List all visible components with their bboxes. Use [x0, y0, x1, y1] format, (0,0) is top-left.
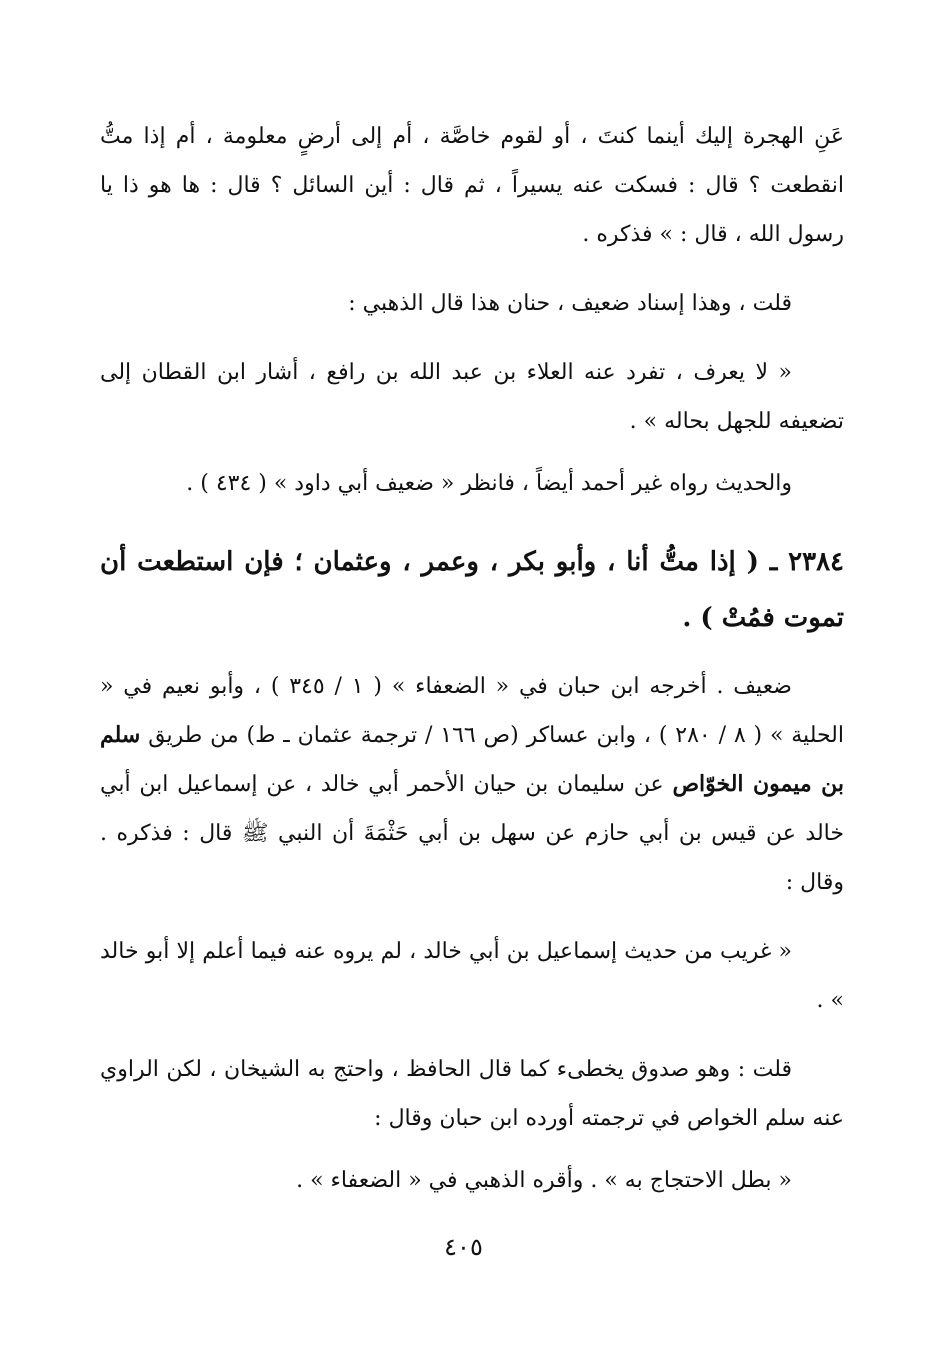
paragraph-quote-2: « غريب من حديث إسماعيل بن أبي خالد ، لم يروه عنه فيما أعلم إلا أبو خالد » .	[100, 939, 844, 1013]
paragraph-quote: « لا يعرف ، تفرد عنه العلاء بن عبد الله بن رافع ، أشار ابن القطان إلى تضعيفه للجهل بحاله » .	[100, 360, 844, 434]
paragraph-note: قلت ، وهذا إسناد ضعيف ، حنان هذا قال الذهبي :	[348, 291, 792, 316]
paragraph-comment: قلت : وهو صدوق يخطىء كما قال الحافظ ، واحتج به الشيخان ، لكن الراوي عنه سلم الخواص في ترجمته أورده ابن حبان وقال :	[100, 1057, 844, 1131]
takhrij-text-2: عن سليمان بن حيان الأحمر أبي خالد ، عن إسماعيل ابن أبي خالد عن قيس بن أبي حازم عن سهل بن أبي حَثْمَةَ أن النبي ﷺ قال : فذكره . وقال :	[100, 772, 844, 895]
takhrij-text-1: ضعيف . أخرجه ابن حبان في « الضعفاء » ( ١ / ٣٤٥ ) ، وأبو نعيم في « الحلية » ( ٨ / ٢٨٠ ) ، وابن عساكر (ص ١٦٦ / ترجمة عثمان ـ ط) من طريق	[100, 674, 844, 748]
hadith-heading: ٢٣٨٤ ـ ( إذا متُّ أنا ، وأبو بكر ، وعمر ، وعثمان ؛ فإن استطعت أن تموت فمُتْ ) .	[100, 547, 844, 633]
book-page	[100, 112, 844, 1205]
narrator-name: سلم بن ميمون الخوّاص	[100, 722, 844, 797]
paragraph-continuation: عَنِ الهجرة إليك أينما كنتَ ، أو لقوم خاصَّة ، أم إلى أرضٍ معلومة ، أم إذا متُّ انقطعت ؟ قال : فسكت عنه يسيراً ، ثم قال : أين السائل ؟ قال : ها هو ذا يا رسول الله ، قال : » فذكره .	[100, 124, 844, 247]
paragraph-quote-3: « بطل الاحتجاج به » . وأقره الذهبي في « الضعفاء » .	[296, 1168, 792, 1193]
page-number: ٤٠٥	[444, 1233, 483, 1261]
paragraph-reference: والحديث رواه غير أحمد أيضاً ، فانظر « ضعيف أبي داود » ( ٤٣٤ ) .	[186, 471, 792, 496]
paragraph-takhrij	[100, 662, 844, 907]
